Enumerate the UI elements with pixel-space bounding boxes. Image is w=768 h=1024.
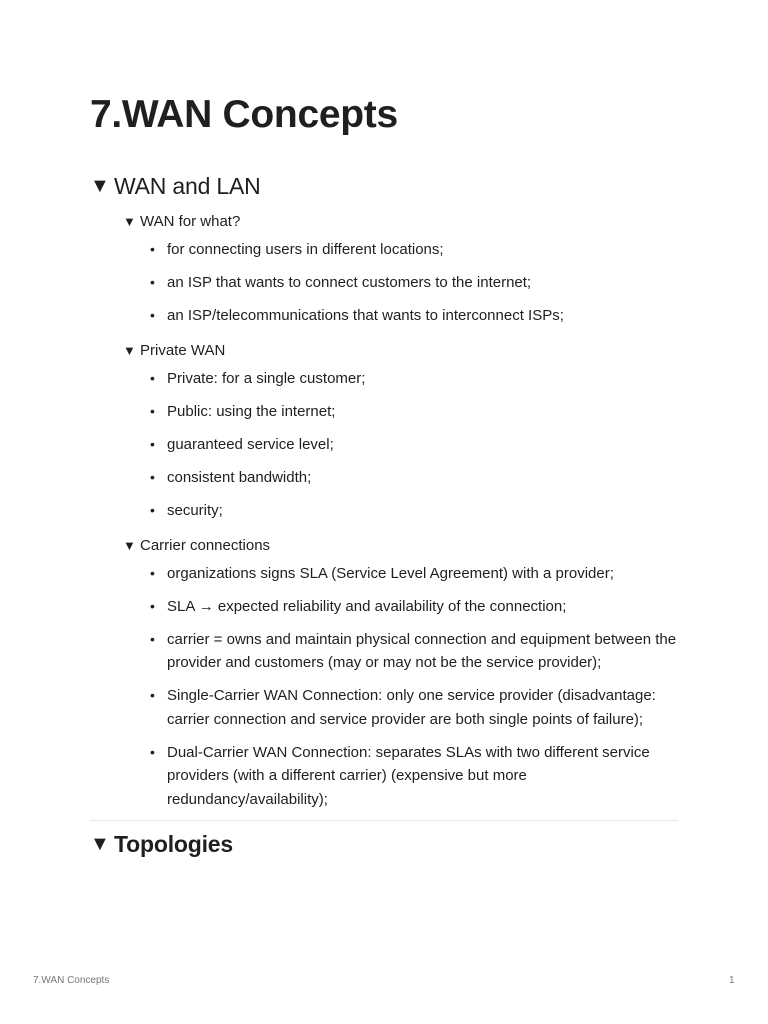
triangle-down-icon[interactable]: ▼: [90, 832, 110, 855]
bullet-dot-icon: •: [150, 306, 155, 323]
bullet-dot-icon: •: [150, 468, 155, 485]
bullet-dot-icon: •: [150, 273, 155, 290]
triangle-down-icon[interactable]: ▼: [90, 174, 110, 197]
list-item: • carrier = owns and maintain physical connection and equipment between the provider and customers (may or may not be the service provider);: [148, 628, 678, 675]
list-item: • Dual-Carrier WAN Connection: separates SLAs with two different service providers (with a different carrier) (expensive but more redundancy/availability);: [148, 741, 678, 812]
list-item: • for connecting users in different locations;: [148, 238, 678, 262]
document-content: [90, 167, 678, 863]
list-item: • an ISP/telecommunications that wants to interconnect ISPs;: [148, 304, 678, 328]
toggle-label: Carrier connections: [140, 536, 271, 554]
bullet-dot-icon: •: [150, 743, 155, 760]
bullet-dot-icon: •: [150, 501, 155, 518]
bullet-list: [90, 367, 678, 522]
triangle-down-icon[interactable]: ▼: [123, 342, 136, 358]
bullet-dot-icon: •: [150, 687, 155, 704]
toggle-label: Private WAN: [140, 341, 226, 359]
bullet-dot-icon: •: [150, 403, 155, 420]
list-item: • guaranteed service level;: [148, 433, 678, 457]
bullet-dot-icon: •: [150, 435, 155, 452]
list-item: • security;: [148, 499, 678, 523]
list-item: • an ISP that wants to connect customers to the internet;: [148, 271, 678, 295]
toggle-wan-for-what[interactable]: [123, 207, 678, 235]
list-item: • consistent bandwidth;: [148, 466, 678, 490]
page-title: 7.WAN Concepts: [90, 93, 398, 136]
list-item: • SLA → expected reliability and availability of the connection;: [148, 595, 678, 619]
toggle-label: WAN for what?: [140, 212, 241, 230]
list-item: • organizations signs SLA (Service Level Agreement) with a provider;: [148, 562, 678, 586]
toggle-heading-wan-and-lan[interactable]: [90, 167, 678, 205]
list-item: • Private: for a single customer;: [148, 367, 678, 391]
divider: [90, 820, 678, 821]
triangle-down-icon[interactable]: ▼: [123, 213, 136, 229]
bullet-list: [90, 562, 678, 811]
toggle-private-wan[interactable]: [123, 336, 678, 364]
toggle-carrier-connections[interactable]: [123, 531, 678, 559]
list-item: • Single-Carrier WAN Connection: only one service provider (disadvantage: carrier connection and service provider are both single points of failure);: [148, 684, 678, 731]
heading-text: WAN and LAN: [114, 172, 261, 199]
toggle-heading-topologies[interactable]: [90, 825, 678, 863]
heading-text: Topologies: [114, 830, 233, 857]
list-item: • Public: using the internet;: [148, 400, 678, 424]
footer-document-title: 7.WAN Concepts: [33, 975, 110, 986]
bullet-dot-icon: •: [150, 241, 155, 257]
bullet-dot-icon: •: [150, 598, 155, 615]
footer-page-number: 1: [729, 975, 735, 986]
bullet-dot-icon: •: [150, 630, 155, 647]
bullet-dot-icon: •: [150, 370, 155, 387]
bullet-list: [90, 238, 678, 327]
bullet-dot-icon: •: [150, 565, 155, 582]
triangle-down-icon[interactable]: ▼: [123, 537, 136, 553]
